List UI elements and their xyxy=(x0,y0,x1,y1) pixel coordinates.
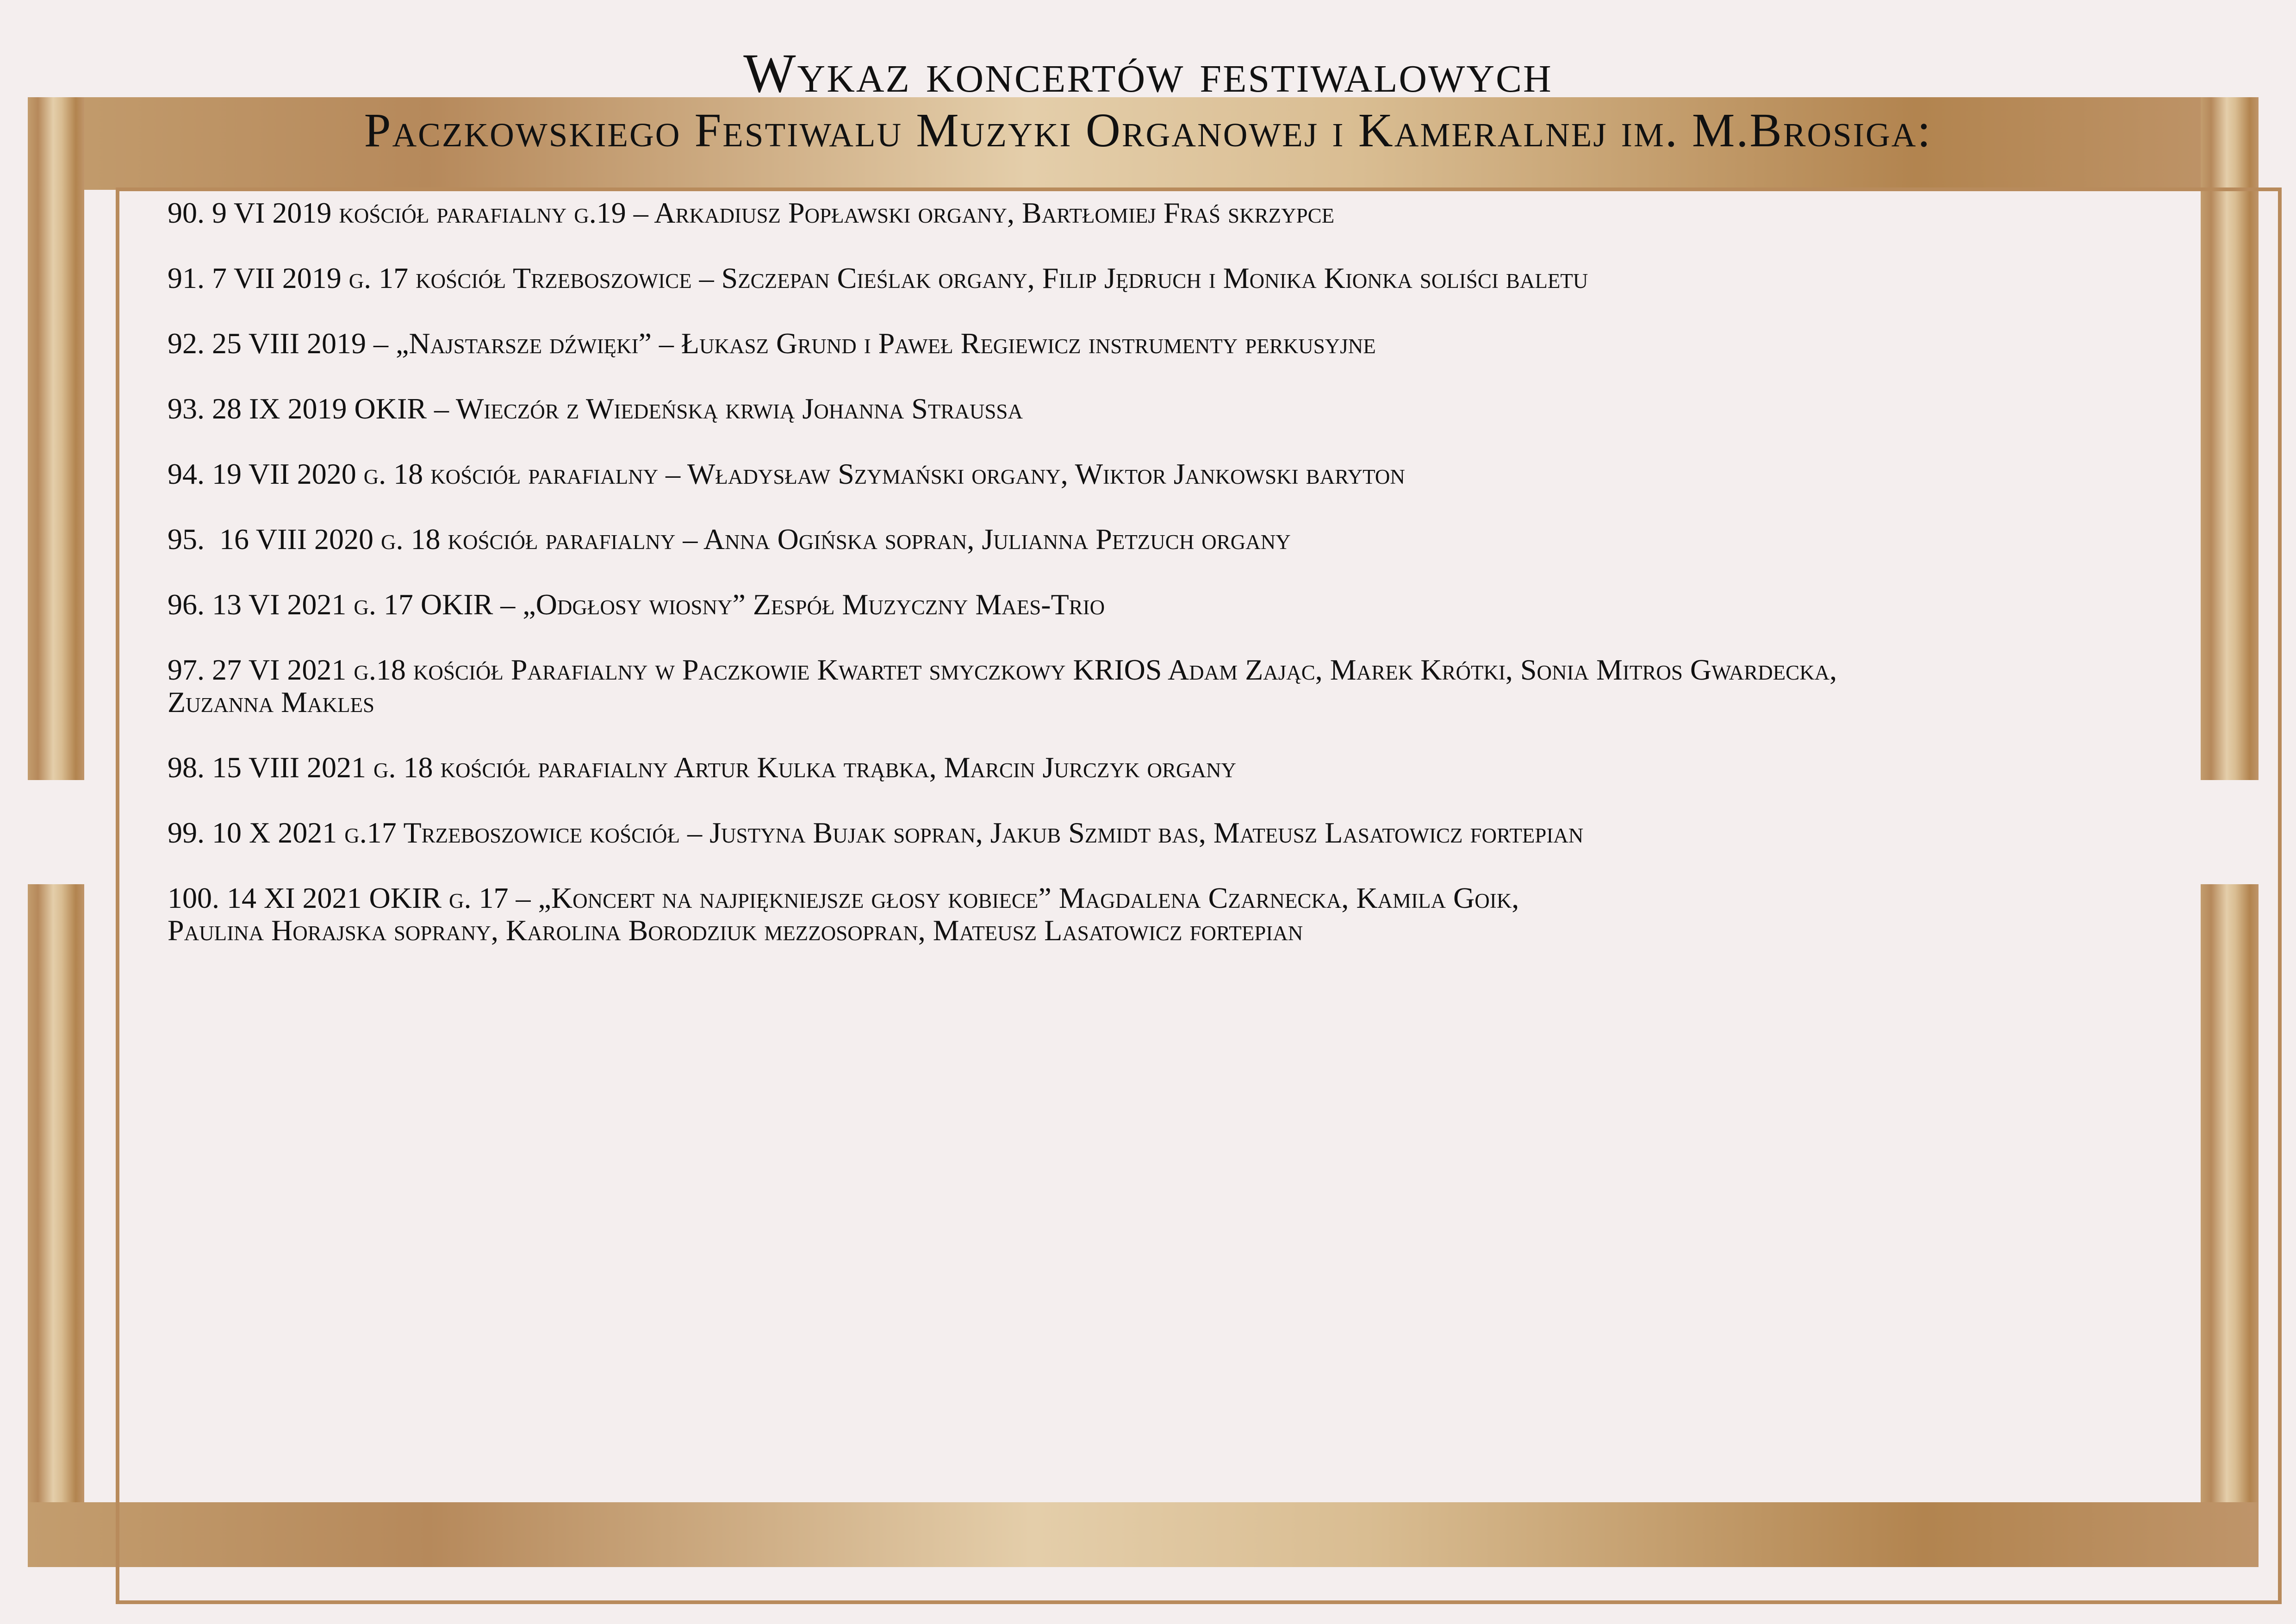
concert-item-96: 96. 13 VI 2021 g. 17 OKIR – „Odgłosy wiosny” Zespół Muzyczny Maes-Trio xyxy=(168,588,1105,621)
frame-left-bar-lower xyxy=(28,884,84,1567)
frame-right-bar-lower xyxy=(2201,884,2259,1567)
page-title: Wykaz koncertów festiwalowych xyxy=(743,42,1553,104)
thin-rule-bottom xyxy=(116,1600,2282,1604)
page-subtitle: Paczkowskiego Festiwalu Muzyki Organowej i Kameralnej im. M.Brosiga: xyxy=(364,104,1932,157)
concert-list xyxy=(168,197,2278,980)
concert-item-97: 97. 27 VI 2021 g.18 kościół Parafialny w Paczkowie Kwartet smyczkowy KRIOS Adam Zając, Marek Krótki, Sonia Mitros Gwardecka, Zuzanna Makles xyxy=(168,653,1837,718)
frame-gap-left xyxy=(25,780,88,884)
thin-rule-right xyxy=(2278,187,2282,1604)
concert-item-92: 92. 25 VIII 2019 – „Najstarsze dźwięki” – Łukasz Grund i Paweł Regiewicz instrumenty perkusyjne xyxy=(168,327,1376,360)
concert-item-100: 100. 14 XI 2021 OKIR g. 17 – „Koncert na najpiękniejsze głosy kobiece” Magdalena Czarnecka, Kamila Goik, Paulina Horajska soprany, Karolina Borodziuk mezzosopran, Mateusz Lasatowicz fortepian xyxy=(168,881,1519,947)
frame-bottom-bar xyxy=(28,1502,2259,1567)
concert-item-99: 99. 10 X 2021 g.17 Trzeboszowice kościół – Justyna Bujak sopran, Jakub Szmidt bas, Mateusz Lasatowicz fortepian xyxy=(168,816,1584,849)
thin-rule-top xyxy=(116,187,2282,191)
concert-item-94: 94. 19 VII 2020 g. 18 kościół parafialny – Władysław Szymański organy, Wiktor Jankowski baryton xyxy=(168,457,1405,490)
concert-item-91: 91. 7 VII 2019 g. 17 kościół Trzeboszowice – Szczepan Cieślak organy, Filip Jędruch i Monika Kionka soliści baletu xyxy=(168,262,1588,294)
concert-item-90: 90. 9 VI 2019 kościół parafialny g.19 – Arkadiusz Popławski organy, Bartłomiej Fraś skrzypce xyxy=(168,196,1335,229)
frame-left-bar-upper xyxy=(28,97,84,780)
concert-item-93: 93. 28 IX 2019 OKIR – Wieczór z Wiedeńską krwią Johanna Straussa xyxy=(168,392,1023,425)
concert-item-95: 95. 16 VIII 2020 g. 18 kościół parafialny – Anna Ogińska sopran, Julianna Petzuch organy xyxy=(168,523,1291,556)
thin-rule-left xyxy=(116,187,119,1604)
concert-item-98: 98. 15 VIII 2021 g. 18 kościół parafialny Artur Kulka trąbka, Marcin Jurczyk organy xyxy=(168,751,1236,784)
